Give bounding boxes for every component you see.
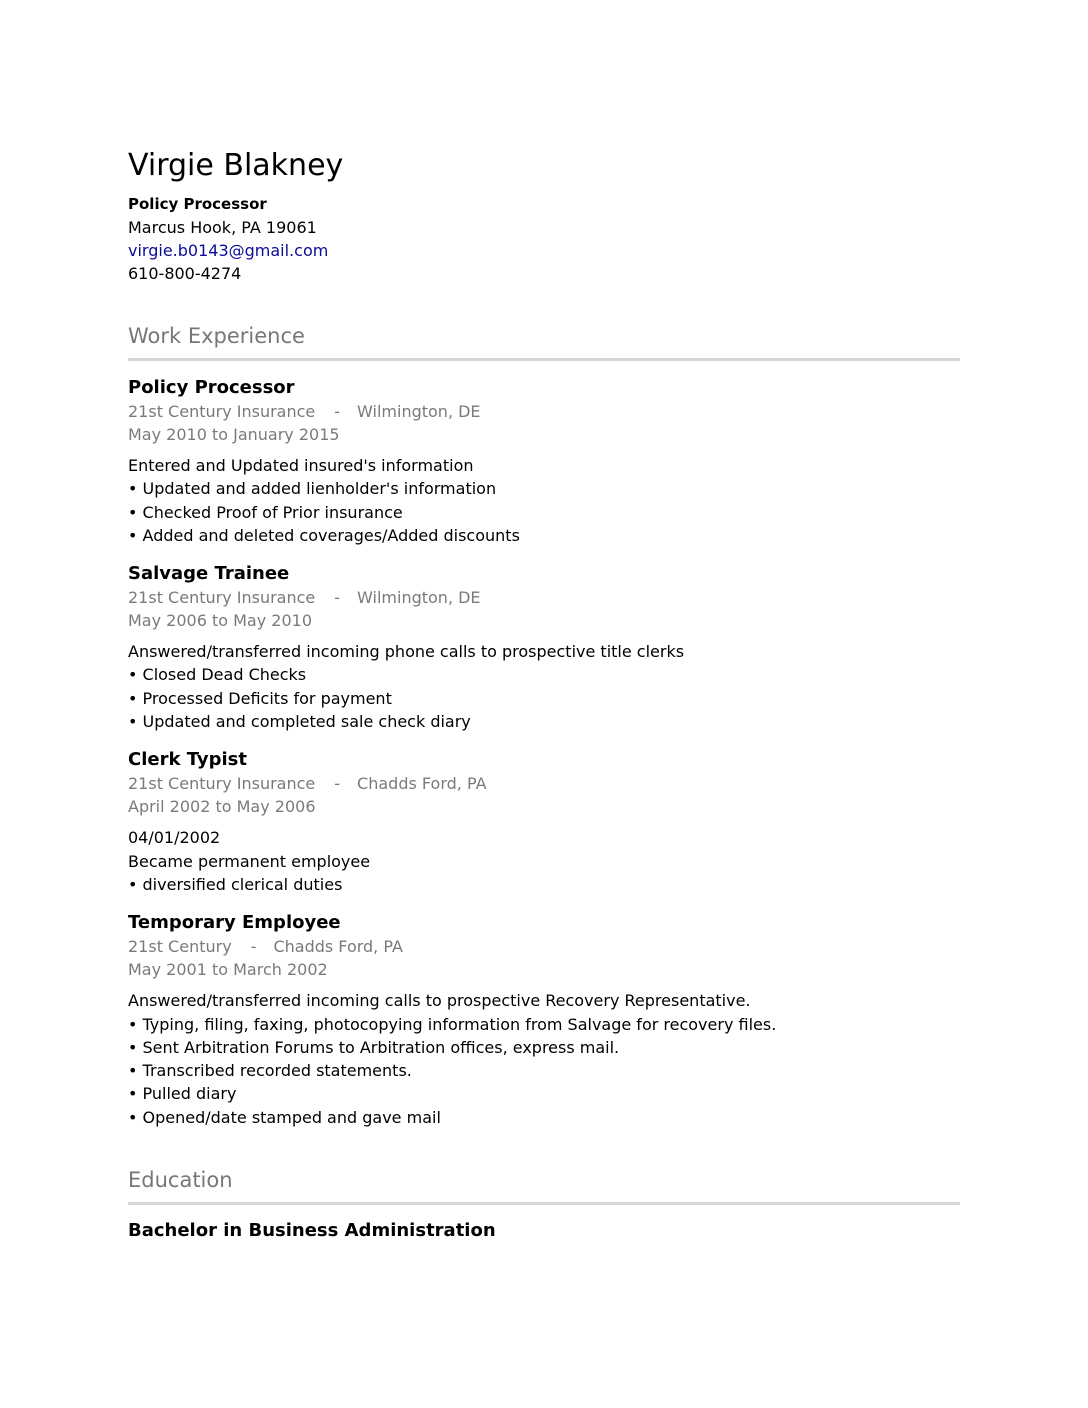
education-list [128, 1219, 960, 1243]
job-description-line: Answered/transferred incoming phone calls to prospective title clerks [128, 642, 685, 662]
job-title: Clerk Typist [128, 749, 247, 771]
job-description-line: Entered and Updated insured's information [128, 456, 474, 475]
job-company-location [128, 772, 960, 795]
job-entry [128, 562, 960, 733]
job-description-line: 04/01/2002 [128, 828, 221, 848]
job-description-line: • Processed Deficits for payment [128, 688, 392, 708]
job-dates: May 2006 to May 2010 [128, 611, 312, 631]
job-description-line: • Pulled diary [128, 1084, 237, 1104]
job-separator: - [334, 774, 341, 794]
job-description [128, 640, 960, 733]
job-company: 21st Century Insurance [128, 402, 316, 421]
job-company: 21st Century Insurance [128, 774, 316, 794]
job-title: Salvage Trainee [128, 563, 290, 585]
job-description-line: • Opened/date stamped and gave mail [128, 1107, 441, 1127]
candidate-location: Marcus Hook, PA 19061 [128, 218, 317, 237]
job-location: Wilmington, DE [357, 588, 481, 608]
education-degree: Bachelor in Business Administration [128, 1220, 496, 1242]
job-description-line: • Updated and completed sale check diary [128, 712, 471, 732]
job-description [128, 454, 960, 547]
job-description-line: • Transcribed recorded statements. [128, 1061, 412, 1081]
job-description [128, 989, 960, 1129]
job-dates: May 2001 to March 2002 [128, 960, 328, 980]
job-separator: - [334, 588, 341, 608]
job-dates: May 2010 to January 2015 [128, 425, 340, 444]
resume-content [128, 146, 960, 1243]
job-title: Policy Processor [128, 377, 295, 398]
job-description-line: Became permanent employee [128, 851, 371, 871]
job-title: Temporary Employee [128, 912, 341, 934]
education-heading: Education [128, 1166, 960, 1205]
job-entry [128, 748, 960, 896]
job-description-line: • Typing, filing, faxing, photocopying information from Salvage for recovery files. [128, 1014, 777, 1034]
job-description-line: • diversified clerical duties [128, 874, 343, 894]
job-dates: April 2002 to May 2006 [128, 797, 316, 817]
work-experience-heading: Work Experience [128, 322, 960, 361]
job-company-location [128, 586, 960, 609]
job-separator: - [334, 402, 341, 421]
job-description [128, 826, 960, 896]
job-separator: - [250, 937, 257, 957]
candidate-email-link[interactable]: virgie.b0143@gmail.com [128, 241, 329, 260]
job-description-line: • Closed Dead Checks [128, 665, 307, 685]
job-location: Chadds Ford, PA [357, 774, 487, 794]
job-location: Chadds Ford, PA [273, 937, 403, 957]
job-entry [128, 911, 960, 1129]
job-description-line: • Updated and added lienholder's information [128, 479, 497, 499]
candidate-phone: 610-800-4274 [128, 264, 242, 283]
candidate-headline: Policy Processor [128, 195, 267, 213]
job-company: 21st Century Insurance [128, 588, 316, 608]
candidate-name: Virgie Blakney [128, 148, 344, 183]
job-description-line: Answered/transferred incoming calls to prospective Recovery Representative. [128, 991, 751, 1011]
job-description-line: • Sent Arbitration Forums to Arbitration offices, express mail. [128, 1037, 620, 1057]
job-company-location [128, 400, 960, 423]
work-experience-list [128, 376, 960, 1129]
job-company: 21st Century [128, 937, 232, 957]
job-entry [128, 376, 960, 547]
job-description-line: • Checked Proof of Prior insurance [128, 502, 403, 522]
job-description-line: • Added and deleted coverages/Added discounts [128, 525, 520, 545]
job-location: Wilmington, DE [357, 402, 481, 421]
job-company-location [128, 935, 960, 958]
